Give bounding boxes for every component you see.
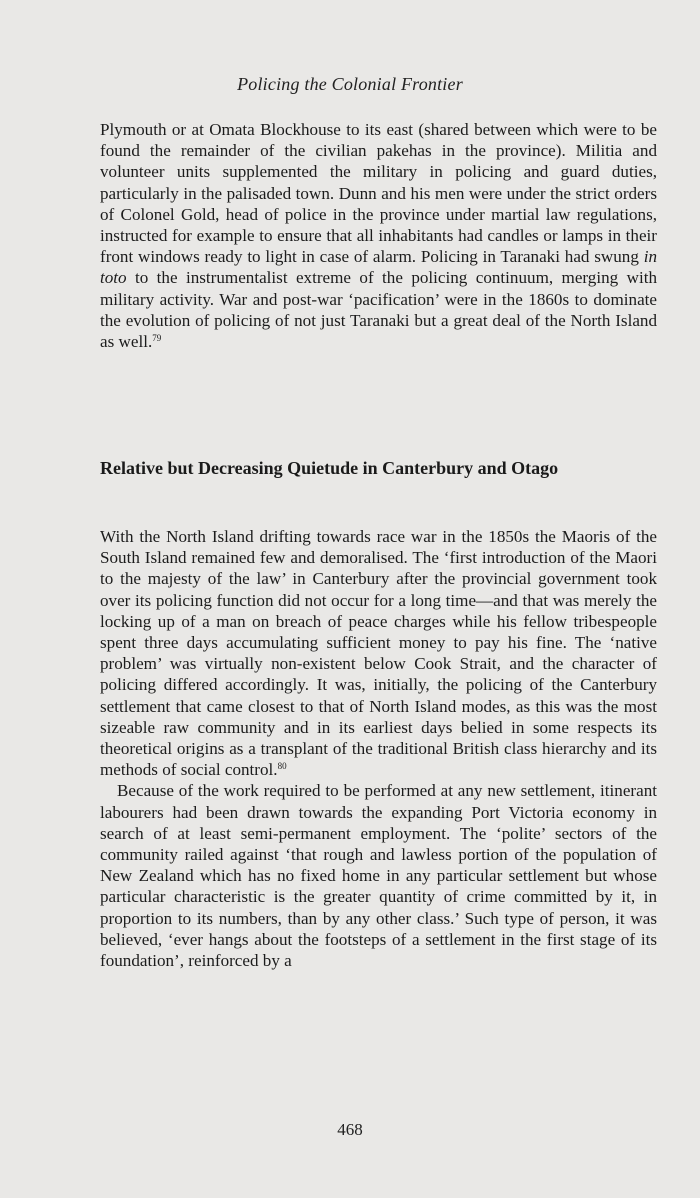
paragraph-text: Because of the work required to be performed at any new settlement, itinerant labourers had been drawn towards the expanding Port Victoria economy in search of at least semi-permanent employment. The ‘polite’ sectors of the community railed against ‘that rough and lawless portion of the population of New Zealand which has no fixed home in any particular settlement but whose particular characteristic is the greater quantity of crime committed by it, in proportion to its numbers, than by any other class.’ Such type of person, it was believed, ‘ever hangs about the footsteps of a settlement in the first stage of its foundation’, reinforced by a — [100, 781, 657, 971]
footnote-marker[interactable]: 80 — [277, 761, 287, 772]
text-block-lower — [100, 526, 657, 971]
italic-phrase: in toto — [100, 247, 657, 288]
paragraph-taranaki-policing — [100, 119, 657, 352]
running-head: Policing the Colonial Frontier — [237, 74, 463, 94]
paragraph-south-island — [100, 526, 657, 780]
paragraph-text: With the North Island drifting towards race war in the 1850s the Maoris of the South Island remained few and demoralised. The ‘first introduction of the Maori to the majesty of the law’ in Canterbury after the provincial government took over its policing function did not occur for a long time—and that was merely the locking up of a man on breach of peace charges while his fellow tribespeople spent three days accumulating sufficient money to pay his fine. The ‘native problem’ was virtually non-existent below Cook Strait, and the character of policing differed accordingly. It was, initially, the policing of the Canterbury settlement that came closest to that of North Island modes, as this was the most sizeable raw community and in its earliest days belied in some respects its theoretical origins as a transplant of the traditional British class hierarchy and its methods of social control. — [100, 527, 657, 780]
paragraph-text: Plymouth or at Omata Blockhouse to its east (shared between which were to be found the remainder of the civilian pakehas in the province). Militia and volunteer units supplemented the military in policing and guard duties, particularly in the palisaded town. Dunn and his men were under the strict orders of Colonel Gold, head of police in the province under martial law regulations, instructed for example to ensure that all inhabitants had candles or lamps in their front windows ready to light in case of alarm. Policing in Taranaki had swung — [100, 120, 657, 267]
section-heading: Relative but Decreasing Quietude in Canterbury and Otago — [100, 458, 559, 478]
text-block-upper — [100, 119, 657, 352]
paragraph-text: to the instrumentalist extreme of the policing continuum, merging with military activity. War and post-war ‘pacification’ were in the 1860s to dominate the evolution of policing of not just Taranaki but a great deal of the North Island as well. — [100, 268, 657, 352]
page-number: 468 — [337, 1120, 363, 1139]
paragraph-itinerant-labourers — [100, 780, 657, 971]
footnote-marker[interactable]: 79 — [152, 333, 162, 344]
